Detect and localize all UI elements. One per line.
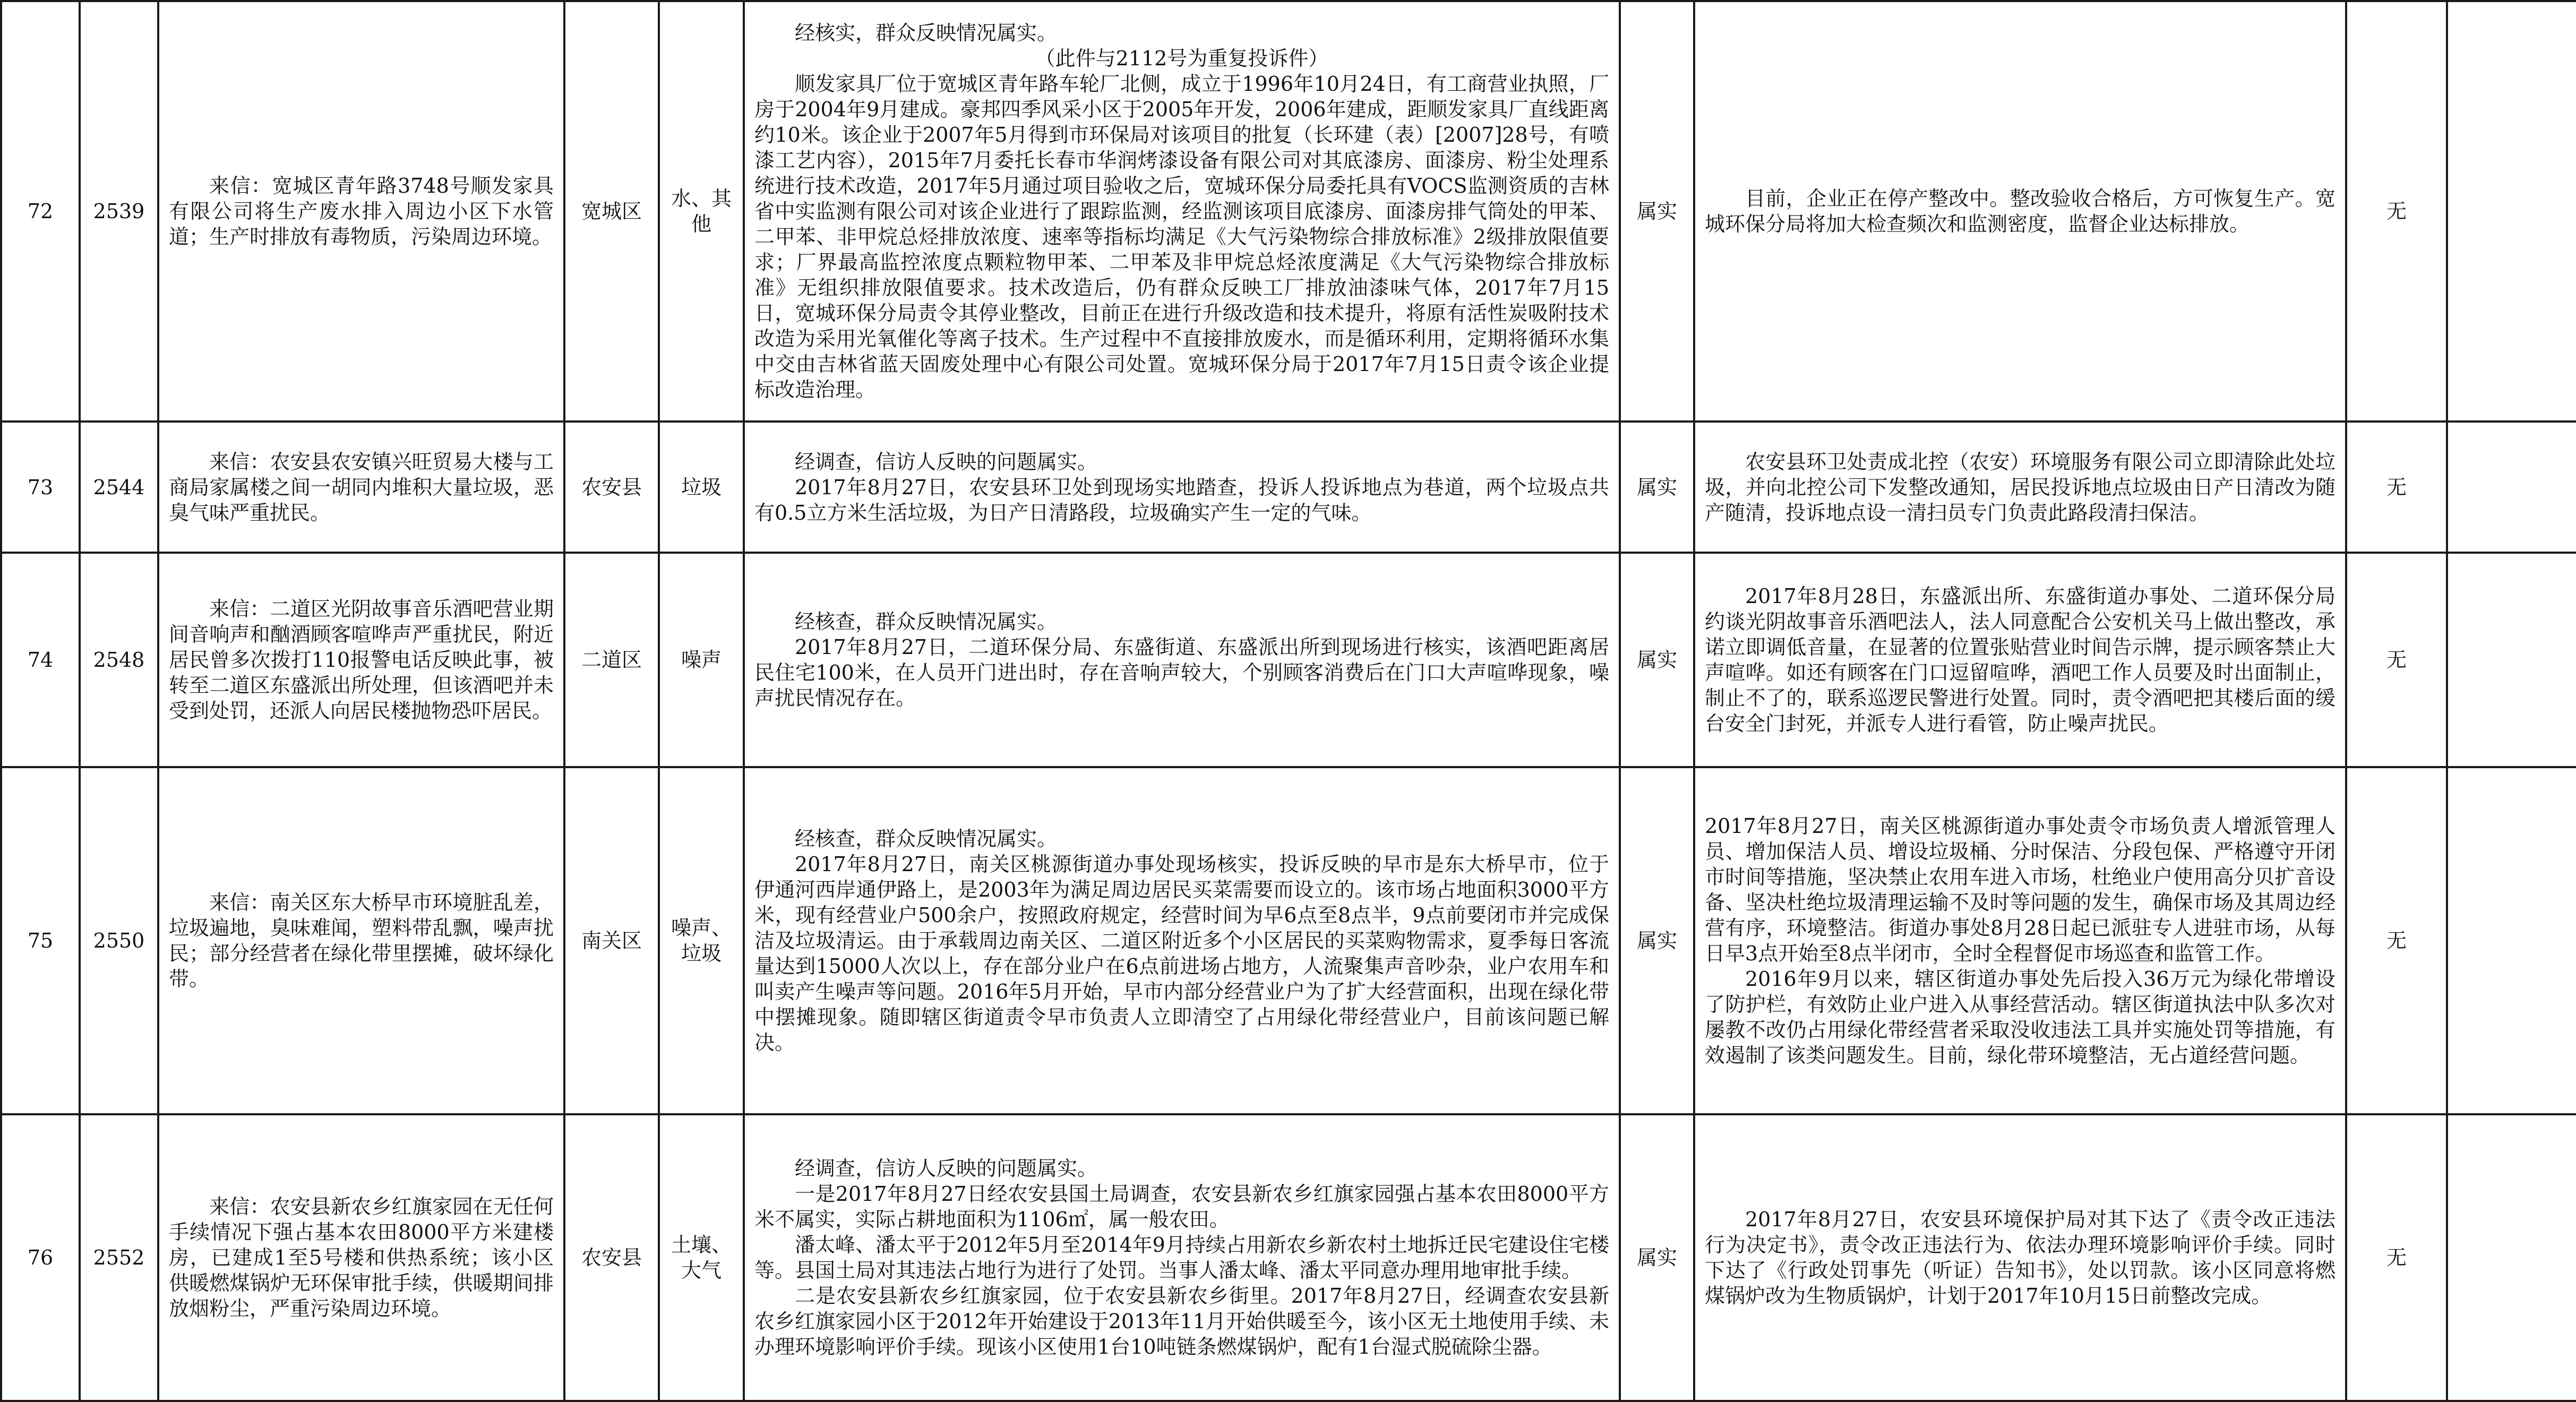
table-row [1, 767, 2576, 1114]
category-cell: 噪声、垃圾 [659, 767, 744, 1114]
findings-cell: 经调查，信访人反映的问题属实。 2017年8月27日，农安县环卫处到现场实地踏查，投诉人投诉地点为巷道，两个垃圾点共有0.5立方米生活垃圾，为日产日清路段，垃圾确实产生一定的气味。 [744, 422, 1620, 553]
verdict-cell: 属实 [1620, 553, 1694, 767]
district-cell: 农安县 [564, 422, 659, 553]
measures-cell: 2017年8月28日，东盛派出所、东盛街道办事处、二道环保分局约谈光阴故事音乐酒吧法人，法人同意配合公安机关马上做出整改，承诺立即调低音量，在显著的位置张贴营业时间告示牌，提示顾客禁止大声喧哗。如还有顾客在门口逗留喧哗，酒吧工作人员要及时出面制止，制止不了的，联系巡逻民警进行处置。同时，责令酒吧把其楼后面的缓台安全门封死，并派专人进行看管，防止噪声扰民。 [1694, 553, 2346, 767]
district-cell: 农安县 [564, 1114, 659, 1401]
findings-cell: 经调查，信访人反映的问题属实。 一是2017年8月27日经农安县国土局调查，农安县新农乡红旗家园强占基本农田8000平方米不属实，实际占耕地面积为1106㎡，属一般农田。 潘太峰、潘太平于2012年5月至2014年9月持续占用新农乡新农村土地拆迁民宅建设住宅楼等。县国土局对其违法占地行为进行了处罚。当事人潘太峰、潘太平同意办理用地审批手续。 二是农安县新农乡红旗家园，位于农安县新农乡街里。2017年8月27日，经调查农安县新农乡红旗家园小区于2012年开始建设于2013年11月开始供暖至今，该小区无土地使用手续、未办理环境影响评价手续。现该小区使用1台10吨链条燃煤锅炉，配有1台湿式脱硫除尘器。 [744, 1114, 1620, 1401]
seq-cell: 73 [1, 422, 80, 553]
table-row [1, 553, 2576, 767]
case-code-cell: 2539 [80, 1, 158, 422]
flag-cell: 无 [2346, 1, 2447, 422]
complaint-cell: 来信：南关区东大桥早市环境脏乱差，垃圾遍地，臭味难闻，塑料带乱飘，噪声扰民；部分经营者在绿化带里摆摊，破坏绿化带。 [158, 767, 564, 1114]
remarks-cell [2447, 1114, 2576, 1401]
seq-cell: 76 [1, 1114, 80, 1401]
category-cell: 噪声 [659, 553, 744, 767]
measures-cell: 农安县环卫处责成北控（农安）环境服务有限公司立即清除此处垃圾，并向北控公司下发整改通知，居民投诉地点垃圾由日产日清改为随产随清，投诉地点设一清扫员专门负责此路段清扫保洁。 [1694, 422, 2346, 553]
flag-cell: 无 [2346, 1114, 2447, 1401]
remarks-cell [2447, 422, 2576, 553]
case-code-cell: 2552 [80, 1114, 158, 1401]
verdict-cell: 属实 [1620, 422, 1694, 553]
category-cell: 垃圾 [659, 422, 744, 553]
measures-cell: 2017年8月27日，农安县环境保护局对其下达了《责令改正违法行为决定书》，责令改正违法行为、依法办理环境影响评价手续。同时下达了《行政处罚事先（听证）告知书》，处以罚款。该小区同意将燃煤锅炉改为生物质锅炉，计划于2017年10月15日前整改完成。 [1694, 1114, 2346, 1401]
findings-cell: 经核查，群众反映情况属实。 2017年8月27日，二道环保分局、东盛街道、东盛派出所到现场进行核实，该酒吧距离居民住宅100米，在人员开门进出时，存在音响声较大，个别顾客消费后在门口大声喧哗现象，噪声扰民情况存在。 [744, 553, 1620, 767]
district-cell: 宽城区 [564, 1, 659, 422]
remarks-cell [2447, 1, 2576, 422]
case-code-cell: 2550 [80, 767, 158, 1114]
verdict-cell: 属实 [1620, 1114, 1694, 1401]
table-row [1, 422, 2576, 553]
complaint-cell: 来信：二道区光阴故事音乐酒吧营业期间音响声和酗酒顾客喧哗声严重扰民，附近居民曾多次拨打110报警电话反映此事，被转至二道区东盛派出所处理，但该酒吧并未受到处罚，还派人向居民楼抛物恐吓居民。 [158, 553, 564, 767]
flag-cell: 无 [2346, 422, 2447, 553]
seq-cell: 74 [1, 553, 80, 767]
category-cell: 土壤、大气 [659, 1114, 744, 1401]
complaint-cell: 来信：宽城区青年路3748号顺发家具有限公司将生产废水排入周边小区下水管道；生产时排放有毒物质，污染周边环境。 [158, 1, 564, 422]
findings-cell: 经核实，群众反映情况属实。 （此件与2112号为重复投诉件） 顺发家具厂位于宽城区青年路车轮厂北侧，成立于1996年10月24日，有工商营业执照，厂房于2004年9月建成。豪邦四季风采小区于2005年开发，2006年建成，距顺发家具厂直线距离约10米。该企业于2007年5月得到市环保局对该项目的批复（长环建（表）[2007]28号，有喷漆工艺内容），2015年7月委托长春市华润烤漆设备有限公司对其底漆房、面漆房、粉尘处理系统进行技术改造，2017年5月通过项目验收之后，宽城环保分局委托具有VOCS监测资质的吉林省中实监测有限公司对该企业进行了跟踪监测，经监测该项目底漆房、面漆房排气筒处的甲苯、二甲苯、非甲烷总烃排放浓度、速率等指标均满足《大气污染物综合排放标准》2级排放限值要求；厂界最高监控浓度点颗粒物甲苯、二甲苯及非甲烷总烃浓度满足《大气污染物综合排放标准》无组织排放限值要求。技术改造后，仍有群众反映工厂排放油漆味气体，2017年7月15日，宽城环保分局责令其停业整改，目前正在进行升级改造和技术提升，将原有活性炭吸附技术改造为采用光氧催化等离子技术。生产过程中不直接排放废水，而是循环利用，定期将循环水集中交由吉林省蓝天固废处理中心有限公司处置。宽城环保分局于2017年7月15日责令该企业提标改造治理。 [744, 1, 1620, 422]
complaint-cell: 来信：农安县新农乡红旗家园在无任何手续情况下强占基本农田8000平方米建楼房，已建成1至5号楼和供热系统；该小区供暖燃煤锅炉无环保审批手续，供暖期间排放烟粉尘，严重污染周边环境。 [158, 1114, 564, 1401]
district-cell: 二道区 [564, 553, 659, 767]
remarks-cell [2447, 553, 2576, 767]
seq-cell: 75 [1, 767, 80, 1114]
measures-cell: 2017年8月27日，南关区桃源街道办事处责令市场负责人增派管理人员、增加保洁人员、增设垃圾桶、分时保洁、分段包保、严格遵守开闭市时间等措施，坚决禁止农用车进入市场，杜绝业户使用高分贝扩音设备、坚决杜绝垃圾清理运输不及时等问题的发生，确保市场及其周边经营有序，环境整洁。街道办事处8月28日起已派驻专人进驻市场，从每日早3点开始至8点半闭市，全时全程督促市场巡查和监管工作。 2016年9月以来，辖区街道办事处先后投入36万元为绿化带增设了防护栏，有效防止业户进入从事经营活动。辖区街道执法中队多次对屡教不改仍占用绿化带经营者采取没收违法工具并实施处罚等措施，有效遏制了该类问题发生。目前，绿化带环境整洁，无占道经营问题。 [1694, 767, 2346, 1114]
verdict-cell: 属实 [1620, 767, 1694, 1114]
table-row [1, 1, 2576, 422]
measures-cell: 目前，企业正在停产整改中。整改验收合格后，方可恢复生产。宽城环保分局将加大检查频次和监测密度，监督企业达标排放。 [1694, 1, 2346, 422]
category-cell: 水、其他 [659, 1, 744, 422]
flag-cell: 无 [2346, 767, 2447, 1114]
verdict-cell: 属实 [1620, 1, 1694, 422]
complaint-cell: 来信：农安县农安镇兴旺贸易大楼与工商局家属楼之间一胡同内堆积大量垃圾，恶臭气味严重扰民。 [158, 422, 564, 553]
remarks-cell [2447, 767, 2576, 1114]
case-code-cell: 2548 [80, 553, 158, 767]
table-row [1, 1114, 2576, 1401]
findings-cell: 经核查，群众反映情况属实。 2017年8月27日，南关区桃源街道办事处现场核实，投诉反映的早市是东大桥早市，位于伊通河西岸通伊路上，是2003年为满足周边居民买菜需要而设立的。该市场占地面积3000平方米，现有经营业户500余户，按照政府规定，经营时间为早6点至8点半，9点前要闭市并完成保洁及垃圾清运。由于承载周边南关区、二道区附近多个小区居民的买菜购物需求，夏季每日客流量达到15000人次以上，存在部分业户在6点前进场占地方，人流聚集声音吵杂，业户农用车和叫卖产生噪声等问题。2016年5月开始，早市内部分经营业户为了扩大经营面积，出现在绿化带中摆摊现象。随即辖区街道责令早市负责人立即清空了占用绿化带经营业户，目前该问题已解决。 [744, 767, 1620, 1114]
district-cell: 南关区 [564, 767, 659, 1114]
seq-cell: 72 [1, 1, 80, 422]
flag-cell: 无 [2346, 553, 2447, 767]
case-code-cell: 2544 [80, 422, 158, 553]
